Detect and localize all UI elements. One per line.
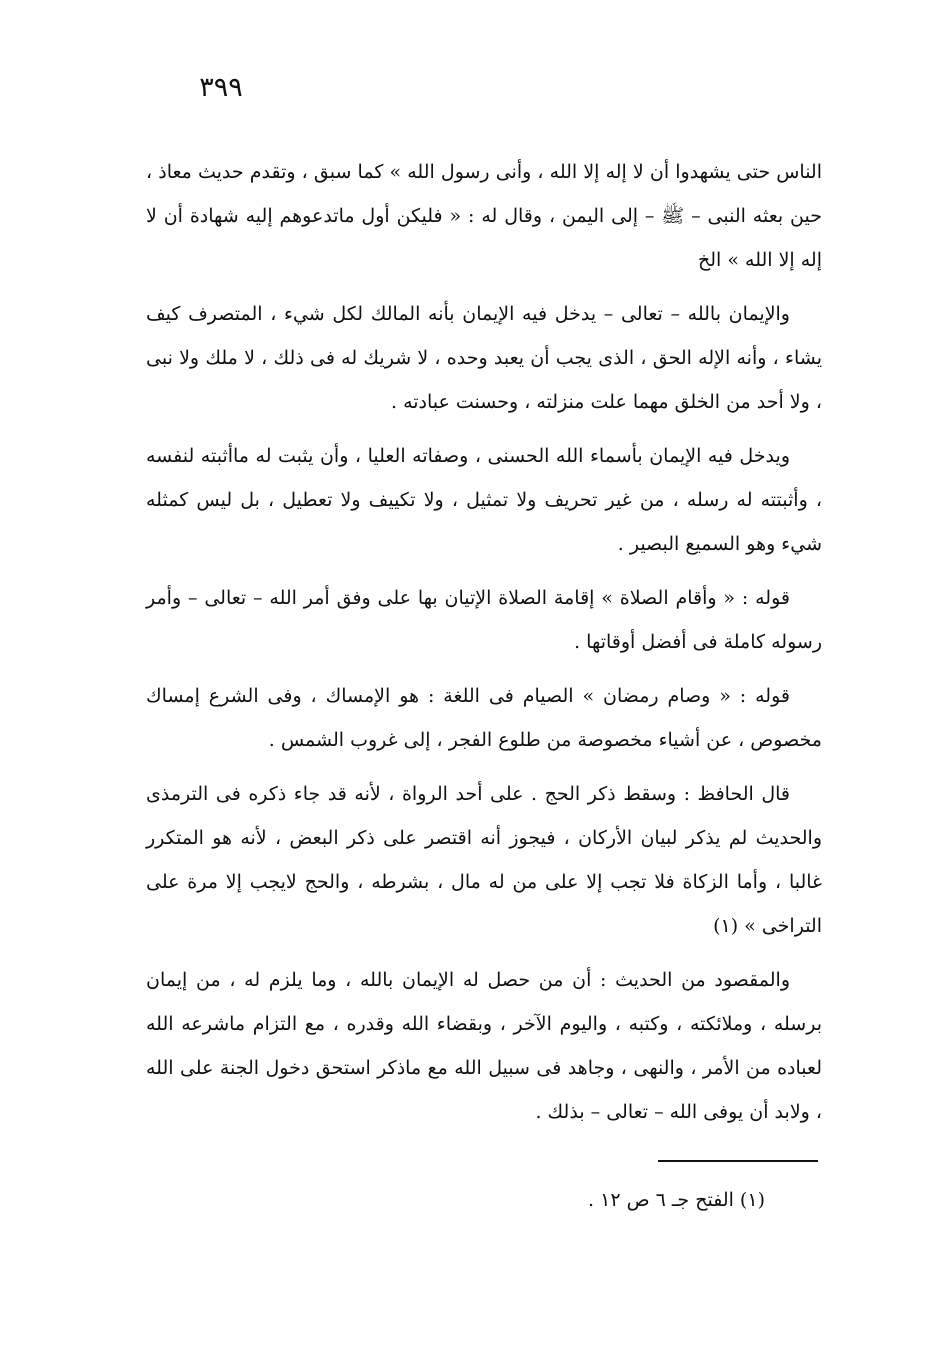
paragraph: قال الحافظ : وسقط ذكر الحج . على أحد الرواة ، لأنه قد جاء ذكره فى الترمذى والحديث لم يذكر لبيان الأركان ، فيجوز أنه اقتصر على ذكر البعض ، لأنه هو المتكرر غالبا ، وأما الزكاة فلا تجب إلا على من له مال ، بشرطه ، والحج لايجب إلا مرة على التراخى » (١) [146,783,822,937]
paragraph: الناس حتى يشهدوا أن لا إله إلا الله ، وأنى رسول الله » كما سبق ، وتقدم حديث معاذ ، حين بعثه النبى – ﷺ – إلى اليمن ، وقال له : « فليكن أول ماتدعوهم إليه شهادة أن لا إله إلا الله » الخ [146,161,822,271]
body-text [146,150,822,1144]
paragraph: قوله : « وأقام الصلاة » إقامة الصلاة الإتيان بها على وفق أمر الله – تعالى – وأمر رسوله كاملة فى أفضل أوقاتها . [146,587,822,653]
footnote-divider [658,1160,818,1162]
paragraph: والمقصود من الحديث : أن من حصل له الإيمان بالله ، وما يلزم له ، من إيمان برسله ، وملائكته ، وكتبه ، واليوم الآخر ، وبقضاء الله وقدره ، مع التزام ماشرعه الله لعباده من الأمر ، والنهى ، وجاهد فى سبيل الله مع ماذكر استحق دخول الجنة على الله ، ولابد أن يوفى الله – تعالى – بذلك . [146,969,822,1123]
footnote: (١) الفتح جـ ٦ ص ١٢ . [588,1189,765,1211]
paragraph: قوله : « وصام رمضان » الصيام فى اللغة : هو الإمساك ، وفى الشرع إمساك مخصوص ، عن أشياء مخصوصة من طلوع الفجر ، إلى غروب الشمس . [146,685,822,751]
paragraph: ويدخل فيه الإيمان بأسماء الله الحسنى ، وصفاته العليا ، وأن يثبت له ماأثبته لنفسه ، وأثبتته له رسله ، من غير تحريف ولا تمثيل ، ولا تكييف ولا تعطيل ، بل ليس كمثله شيء وهو السميع البصير . [146,445,822,555]
page-number: ٣٩٩ [199,72,243,103]
paragraph: والإيمان بالله – تعالى – يدخل فيه الإيمان بأنه المالك لكل شيء ، المتصرف كيف يشاء ، وأنه الإله الحق ، الذى يجب أن يعبد وحده ، لا شريك له فى ذلك ، لا ملك ولا نبى ، ولا أحد من الخلق مهما علت منزلته ، وحسنت عبادته . [146,303,822,413]
